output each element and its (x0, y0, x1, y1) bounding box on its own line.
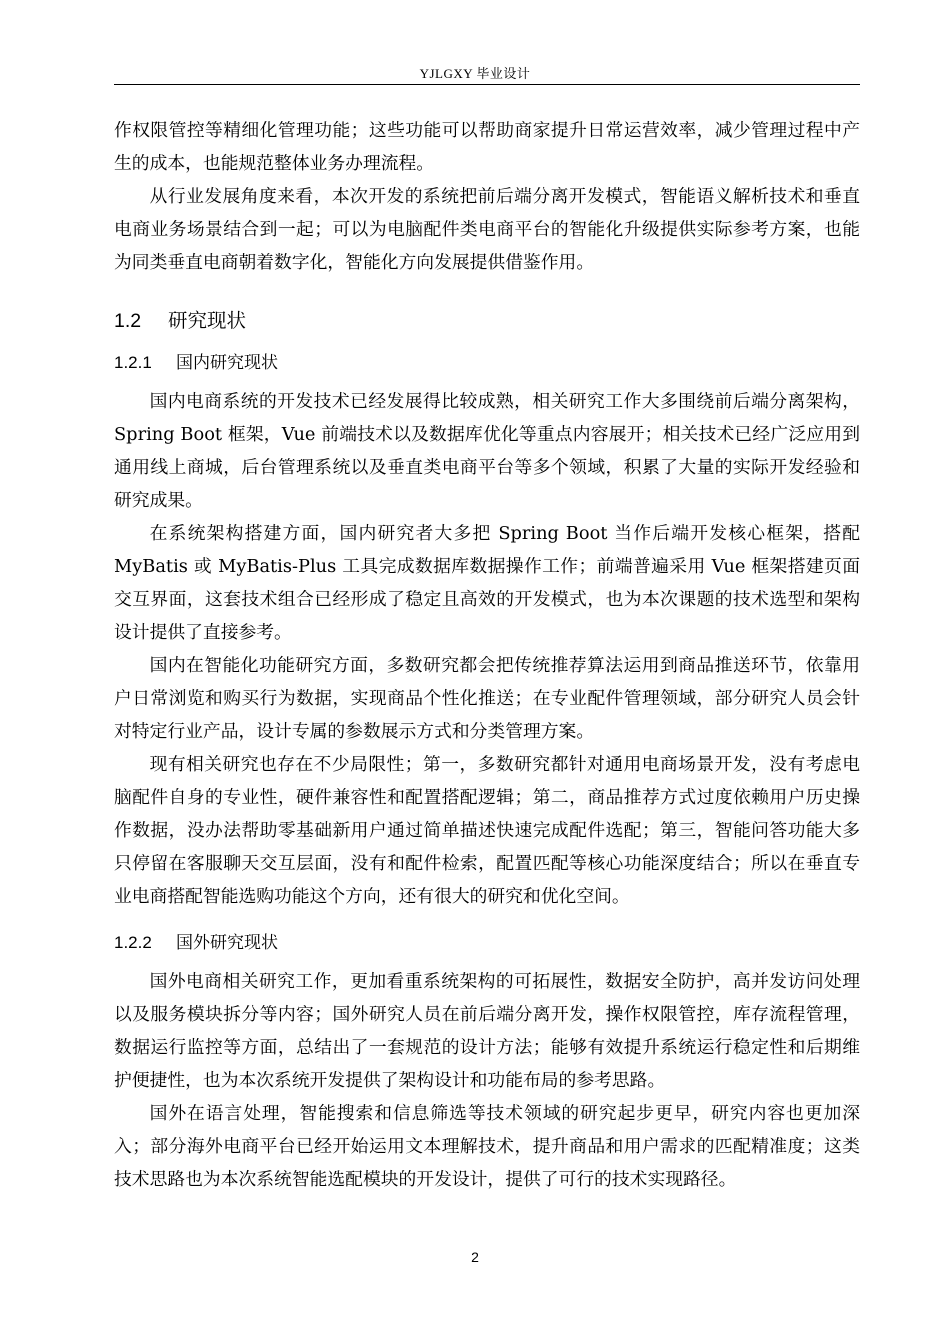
paragraph-foreign-1: 国外电商相关研究工作，更加看重系统架构的可拓展性，数据安全防护，高并发访问处理以及服务模块拆分等内容；国外研究人员在前后端分离开发，操作权限管控，库存流程管理，数据运行监控等方面，总结出了一套规范的设计方法；能够有效提升系统运行稳定性和后期维护便捷性，也为本次系统开发提供了架构设计和功能布局的参考思路。 (114, 971, 860, 1091)
subsection-heading-1-2-2 (114, 929, 860, 957)
paragraph-domestic-3: 国内在智能化功能研究方面，多数研究都会把传统推荐算法运用到商品推送环节，依靠用户日常浏览和购买行为数据，实现商品个性化推送；在专业配件管理领域，部分研究人员会针对特定行业产品，设计专属的参数展示方式和分类管理方案。 (114, 655, 860, 742)
paragraph-domestic-1: 国内电商系统的开发技术已经发展得比较成熟，相关研究工作大多围绕前后端分离架构，Spring Boot 框架，Vue 前端技术以及数据库优化等重点内容展开；相关技术已经广泛应用到通用线上商城，后台管理系统以及垂直类电商平台等多个领域，积累了大量的实际开发经验和研究成果。 (114, 391, 860, 511)
paragraph-domestic-4: 现有相关研究也存在不少局限性；第一，多数研究都针对通用电商场景开发，没有考虑电脑配件自身的专业性，硬件兼容性和配置搭配逻辑；第二，商品推荐方式过度依赖用户历史操作数据，没办法帮助零基础新用户通过简单描述快速完成配件选配；第三，智能问答功能大多只停留在客服聊天交互层面，没有和配件检索，配置匹配等核心功能深度结合；所以在垂直专业电商搭配智能选购功能这个方向，还有很大的研究和优化空间。 (114, 754, 860, 907)
page-body (114, 114, 860, 1196)
header-divider (114, 84, 860, 85)
paragraph-continuation: 作权限管控等精细化管理功能；这些功能可以帮助商家提升日常运营效率，减少管理过程中产生的成本，也能规范整体业务办理流程。 (114, 120, 860, 174)
subsection-title: 国外研究现状 (176, 933, 278, 953)
subsection-title: 国内研究现状 (176, 353, 278, 373)
paragraph-industry-perspective: 从行业发展角度来看，本次开发的系统把前后端分离开发模式，智能语义解析技术和垂直电商业务场景结合到一起；可以为电脑配件类电商平台的智能化升级提供实际参考方案，也能为同类垂直电商朝着数字化，智能化方向发展提供借鉴作用。 (114, 186, 860, 273)
subsection-heading-1-2-1 (114, 349, 860, 377)
subsection-number: 1.2.1 (114, 353, 152, 372)
page-header-title: YJLGXY 毕业设计 (419, 66, 531, 81)
paragraph-domestic-2: 在系统架构搭建方面，国内研究者大多把 Spring Boot 当作后端开发核心框架，搭配 MyBatis 或 MyBatis-Plus 工具完成数据库数据操作工作；前端普遍采用 Vue 框架搭建页面交互界面，这套技术组合已经形成了稳定且高效的开发模式，也为本次课题的技术选型和架构设计提供了直接参考。 (114, 523, 860, 643)
section-heading-1-2 (114, 307, 860, 335)
section-number: 1.2 (114, 310, 142, 332)
section-title: 研究现状 (168, 309, 247, 332)
subsection-number: 1.2.2 (114, 933, 152, 952)
paragraph-foreign-2: 国外在语言处理，智能搜索和信息筛选等技术领域的研究起步更早，研究内容也更加深入；部分海外电商平台已经开始运用文本理解技术，提升商品和用户需求的匹配精准度；这类技术思路也为本次系统智能选配模块的开发设计，提供了可行的技术实现路径。 (114, 1103, 860, 1190)
page-number: 2 (471, 1249, 479, 1265)
